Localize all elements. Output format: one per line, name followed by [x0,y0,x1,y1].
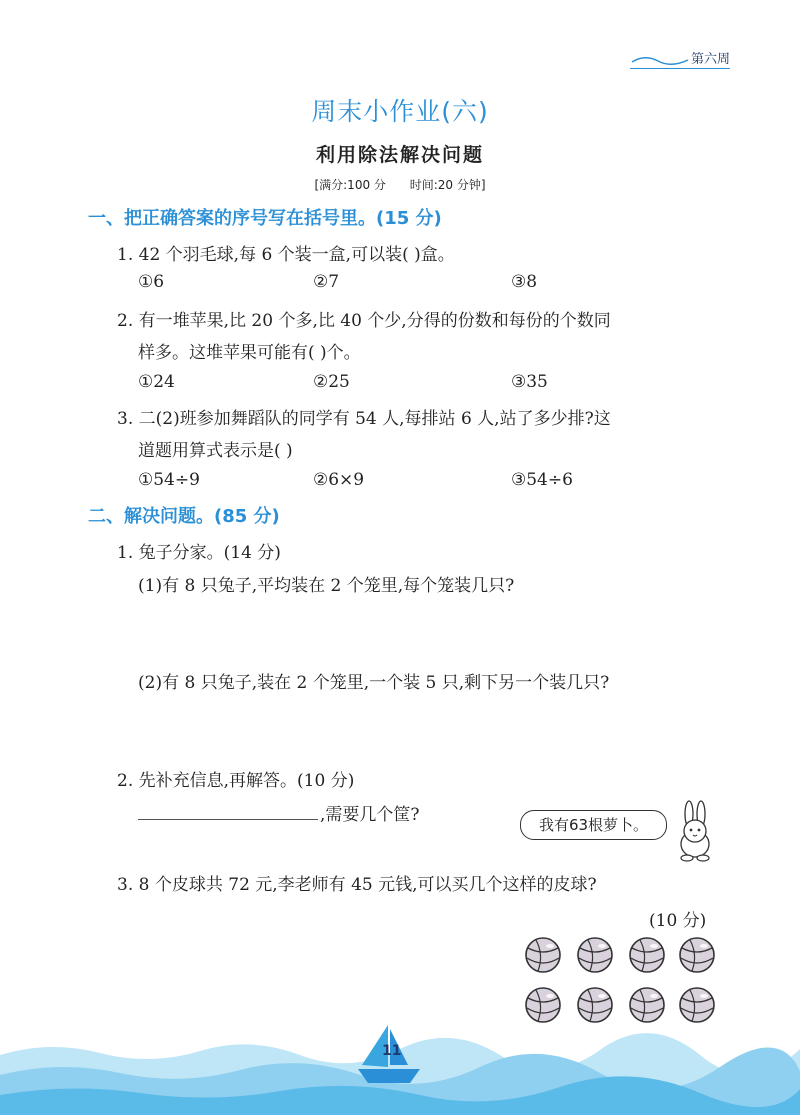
s1-q1-option-1: ①6 [138,272,165,292]
page-title: 周末小作业(六) [311,97,489,126]
speech-bubble: 我有63根萝卜。 [520,810,667,840]
s1-q2-line-1: 2. 有一堆苹果,比 20 个多,比 40 个少,分得的份数和每份的个数同 [117,311,611,331]
s1-q2-option-3: ③35 [511,372,548,392]
rabbit-icon [665,800,725,862]
header-underline [630,68,730,69]
ball-icon [578,938,612,972]
s2-q2-question: ,需要几个筐? [320,805,420,825]
s1-q1-option-3: ③8 [511,272,538,292]
wave-footer [0,1015,800,1115]
s1-q2-option-1: ①24 [138,372,175,392]
s1-q3-line-1: 3. 二(2)班参加舞蹈队的同学有 54 人,每排站 6 人,站了多少排?这 [117,409,611,429]
s1-q3-option-3: ③54÷6 [511,470,573,490]
s1-q2-line-2: 样多。这堆苹果可能有( )个。 [138,343,361,363]
s1-q1-text: 1. 42 个羽毛球,每 6 个装一盒,可以装( )盒。 [117,245,455,265]
time-limit: 时间:20 分钟] [409,178,486,192]
page-subtitle: 利用除法解决问题 [315,144,484,166]
ball-icon [680,938,714,972]
s2-q1-title: 1. 兔子分家。(14 分) [117,543,281,563]
section-2-heading: 二、解决问题。(85 分) [88,506,280,527]
answer-blank[interactable] [138,819,318,820]
ball-icon [526,938,560,972]
s2-q3-score: (10 分) [649,911,707,931]
s2-q1-part-2: (2)有 8 只兔子,装在 2 个笼里,一个装 5 只,剩下另一个装几只? [138,673,610,693]
s2-q2-title: 2. 先补充信息,再解答。(10 分) [117,771,355,791]
section-1-heading: 一、把正确答案的序号写在括号里。(15 分) [88,208,442,229]
swoosh-icon [630,52,690,66]
full-score: [满分:100 分 [314,178,386,192]
s2-q1-part-1: (1)有 8 只兔子,平均装在 2 个笼里,每个笼装几只? [138,576,515,596]
s1-q2-option-2: ②25 [313,372,350,392]
week-tag [630,48,730,70]
s1-q3-option-1: ①54÷9 [138,470,200,490]
s1-q3-line-2: 道题用算式表示是( ) [138,441,293,461]
s2-q3-title: 3. 8 个皮球共 72 元,李老师有 45 元钱,可以买几个这样的皮球? [117,875,597,895]
week-label: 第六周 [690,52,730,67]
exam-meta [0,176,800,193]
page-number: 11 [382,1043,402,1059]
ball-icon [630,938,664,972]
s1-q1-option-2: ②7 [313,272,340,292]
s1-q3-option-2: ②6×9 [313,470,365,490]
